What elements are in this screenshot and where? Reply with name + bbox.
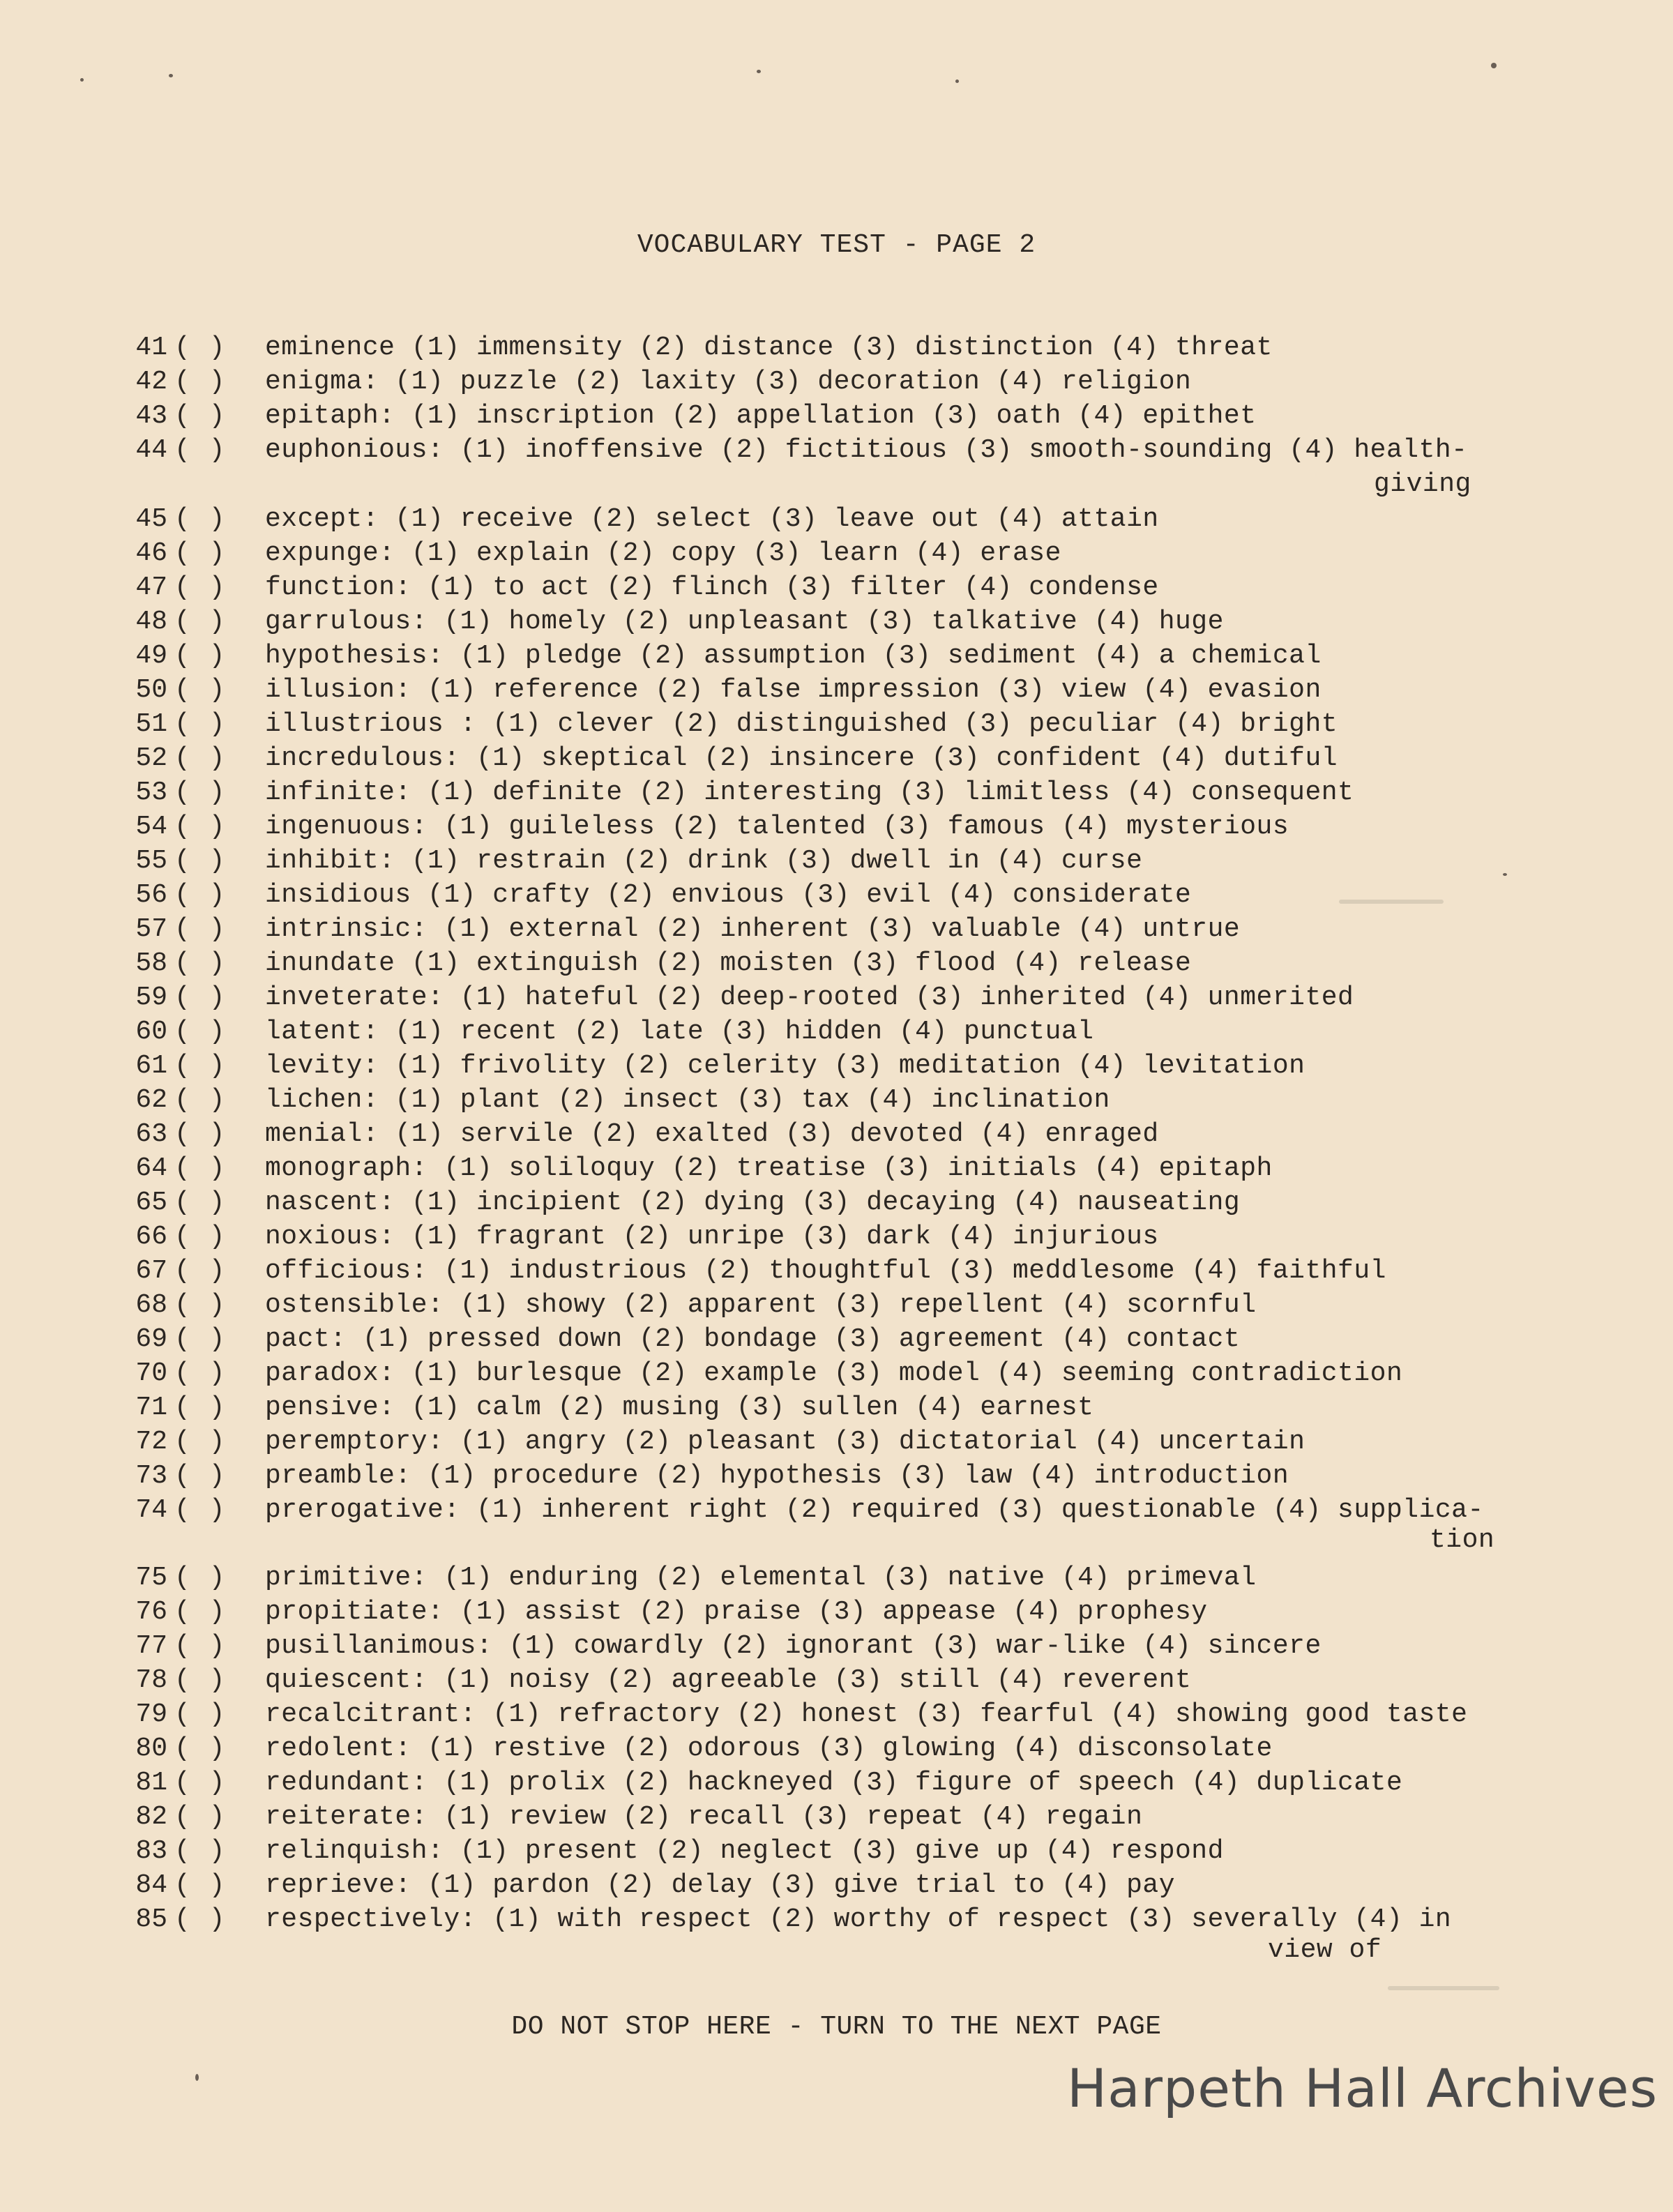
question-number: 67 xyxy=(135,1256,167,1286)
question-85-continuation: view of xyxy=(1268,1935,1382,1965)
paper-speck xyxy=(195,2074,199,2081)
question-text: illustrious : (1) clever (2) distinguished (3) peculiar (4) bright xyxy=(265,709,1338,739)
question-number: 42 xyxy=(135,367,167,397)
question-number: 75 xyxy=(135,1563,167,1593)
question-text: relinquish: (1) present (2) neglect (3) give up (4) respond xyxy=(265,1836,1224,1866)
answer-blank: ( ) xyxy=(174,1290,227,1320)
page-title: VOCABULARY TEST - PAGE 2 xyxy=(637,230,1036,260)
answer-blank: ( ) xyxy=(174,1427,227,1457)
answer-blank: ( ) xyxy=(174,1153,227,1183)
answer-blank: ( ) xyxy=(174,1802,227,1832)
paper-speck xyxy=(169,74,173,77)
paper-smudge xyxy=(1388,1986,1499,1990)
question-text: garrulous: (1) homely (2) unpleasant (3) talkative (4) huge xyxy=(265,607,1224,637)
question-text: inundate (1) extinguish (2) moisten (3) flood (4) release xyxy=(265,948,1192,978)
answer-blank: ( ) xyxy=(174,1324,227,1354)
question-text: propitiate: (1) assist (2) praise (3) appease (4) prophesy xyxy=(265,1597,1208,1627)
question-text: quiescent: (1) noisy (2) agreeable (3) still (4) reverent xyxy=(265,1665,1192,1695)
question-text: paradox: (1) burlesque (2) example (3) model (4) seeming contradiction xyxy=(265,1358,1403,1388)
answer-blank: ( ) xyxy=(174,1734,227,1764)
answer-blank: ( ) xyxy=(174,1017,227,1047)
answer-blank: ( ) xyxy=(174,1904,227,1934)
question-text: ingenuous: (1) guileless (2) talented (3) famous (4) mysterious xyxy=(265,812,1289,842)
answer-blank: ( ) xyxy=(174,1051,227,1081)
answer-blank: ( ) xyxy=(174,1461,227,1491)
answer-blank: ( ) xyxy=(174,641,227,671)
question-text: preamble: (1) procedure (2) hypothesis (3) law (4) introduction xyxy=(265,1461,1289,1491)
question-text: menial: (1) servile (2) exalted (3) devoted (4) enraged xyxy=(265,1119,1159,1149)
question-number: 49 xyxy=(135,641,167,671)
answer-blank: ( ) xyxy=(174,1495,227,1525)
answer-blank: ( ) xyxy=(174,1188,227,1218)
question-text: reprieve: (1) pardon (2) delay (3) give trial to (4) pay xyxy=(265,1870,1176,1900)
question-number: 58 xyxy=(135,948,167,978)
answer-blank: ( ) xyxy=(174,778,227,808)
question-text: pusillanimous: (1) cowardly (2) ignorant (3) war-like (4) sincere xyxy=(265,1631,1322,1661)
answer-blank: ( ) xyxy=(174,367,227,397)
question-number: 76 xyxy=(135,1597,167,1627)
answer-blank: ( ) xyxy=(174,1836,227,1866)
answer-blank: ( ) xyxy=(174,1222,227,1252)
question-text: pensive: (1) calm (2) musing (3) sullen (4) earnest xyxy=(265,1393,1094,1423)
question-44-continuation: giving xyxy=(1374,469,1471,499)
question-number: 81 xyxy=(135,1768,167,1798)
question-number: 50 xyxy=(135,675,167,705)
question-number: 66 xyxy=(135,1222,167,1252)
question-text: eminence (1) immensity (2) distance (3) distinction (4) threat xyxy=(265,333,1273,363)
question-text: peremptory: (1) angry (2) pleasant (3) dictatorial (4) uncertain xyxy=(265,1427,1305,1457)
question-number: 80 xyxy=(135,1734,167,1764)
question-text: recalcitrant: (1) refractory (2) honest (3) fearful (4) showing good taste xyxy=(265,1699,1468,1729)
answer-blank: ( ) xyxy=(174,435,227,465)
question-text: ostensible: (1) showy (2) apparent (3) repellent (4) scornful xyxy=(265,1290,1257,1320)
answer-blank: ( ) xyxy=(174,1563,227,1593)
answer-blank: ( ) xyxy=(174,743,227,773)
answer-blank: ( ) xyxy=(174,1085,227,1115)
question-text: epitaph: (1) inscription (2) appellation (3) oath (4) epithet xyxy=(265,401,1257,431)
answer-blank: ( ) xyxy=(174,1256,227,1286)
question-number: 71 xyxy=(135,1393,167,1423)
question-text: monograph: (1) soliloquy (2) treatise (3) initials (4) epitaph xyxy=(265,1153,1273,1183)
question-number: 84 xyxy=(135,1870,167,1900)
answer-blank: ( ) xyxy=(174,401,227,431)
question-number: 57 xyxy=(135,914,167,944)
question-number: 85 xyxy=(135,1904,167,1934)
answer-blank: ( ) xyxy=(174,573,227,603)
question-number: 78 xyxy=(135,1665,167,1695)
question-text: primitive: (1) enduring (2) elemental (3) native (4) primeval xyxy=(265,1563,1257,1593)
question-text: inhibit: (1) restrain (2) drink (3) dwell in (4) curse xyxy=(265,846,1143,876)
answer-blank: ( ) xyxy=(174,1870,227,1900)
question-number: 68 xyxy=(135,1290,167,1320)
question-number: 45 xyxy=(135,504,167,534)
question-74-continuation: tion xyxy=(1430,1525,1495,1555)
question-number: 60 xyxy=(135,1017,167,1047)
question-text: redolent: (1) restive (2) odorous (3) glowing (4) disconsolate xyxy=(265,1734,1273,1764)
question-number: 74 xyxy=(135,1495,167,1525)
question-number: 47 xyxy=(135,573,167,603)
question-number: 43 xyxy=(135,401,167,431)
question-text: levity: (1) frivolity (2) celerity (3) meditation (4) levitation xyxy=(265,1051,1305,1081)
question-number: 46 xyxy=(135,538,167,568)
answer-blank: ( ) xyxy=(174,1597,227,1627)
answer-blank: ( ) xyxy=(174,1393,227,1423)
question-text: redundant: (1) prolix (2) hackneyed (3) figure of speech (4) duplicate xyxy=(265,1768,1403,1798)
question-number: 56 xyxy=(135,880,167,910)
answer-blank: ( ) xyxy=(174,948,227,978)
answer-blank: ( ) xyxy=(174,1631,227,1661)
archive-watermark: Harpeth Hall Archives xyxy=(1067,2057,1658,2119)
footer-instruction: DO NOT STOP HERE - TURN TO THE NEXT PAGE xyxy=(511,2012,1162,2042)
question-text: incredulous: (1) skeptical (2) insincere (3) confident (4) dutiful xyxy=(265,743,1338,773)
question-text: enigma: (1) puzzle (2) laxity (3) decoration (4) religion xyxy=(265,367,1192,397)
answer-blank: ( ) xyxy=(174,709,227,739)
question-number: 73 xyxy=(135,1461,167,1491)
question-number: 61 xyxy=(135,1051,167,1081)
question-text: intrinsic: (1) external (2) inherent (3) valuable (4) untrue xyxy=(265,914,1241,944)
answer-blank: ( ) xyxy=(174,914,227,944)
question-number: 63 xyxy=(135,1119,167,1149)
question-number: 51 xyxy=(135,709,167,739)
paper-smudge xyxy=(1339,900,1444,904)
answer-blank: ( ) xyxy=(174,1119,227,1149)
question-number: 59 xyxy=(135,983,167,1013)
paper-speck xyxy=(955,79,959,83)
answer-blank: ( ) xyxy=(174,607,227,637)
answer-blank: ( ) xyxy=(174,1699,227,1729)
question-text: reiterate: (1) review (2) recall (3) repeat (4) regain xyxy=(265,1802,1143,1832)
question-number: 83 xyxy=(135,1836,167,1866)
question-number: 48 xyxy=(135,607,167,637)
question-number: 64 xyxy=(135,1153,167,1183)
answer-blank: ( ) xyxy=(174,983,227,1013)
answer-blank: ( ) xyxy=(174,504,227,534)
answer-blank: ( ) xyxy=(174,538,227,568)
question-number: 41 xyxy=(135,333,167,363)
question-number: 77 xyxy=(135,1631,167,1661)
answer-blank: ( ) xyxy=(174,675,227,705)
answer-blank: ( ) xyxy=(174,846,227,876)
question-text: latent: (1) recent (2) late (3) hidden (4) punctual xyxy=(265,1017,1094,1047)
question-text: inveterate: (1) hateful (2) deep-rooted (3) inherited (4) unmerited xyxy=(265,983,1354,1013)
question-text: illusion: (1) reference (2) false impression (3) view (4) evasion xyxy=(265,675,1322,705)
question-number: 44 xyxy=(135,435,167,465)
question-number: 52 xyxy=(135,743,167,773)
question-text: euphonious: (1) inoffensive (2) fictitious (3) smooth-sounding (4) health- xyxy=(265,435,1468,465)
question-number: 55 xyxy=(135,846,167,876)
question-number: 69 xyxy=(135,1324,167,1354)
question-number: 70 xyxy=(135,1358,167,1388)
paper-speck xyxy=(757,70,761,73)
question-text: pact: (1) pressed down (2) bondage (3) agreement (4) contact xyxy=(265,1324,1241,1354)
question-text: lichen: (1) plant (2) insect (3) tax (4) inclination xyxy=(265,1085,1110,1115)
question-text: prerogative: (1) inherent right (2) required (3) questionable (4) supplica- xyxy=(265,1495,1484,1525)
question-text: officious: (1) industrious (2) thoughtful (3) meddlesome (4) faithful xyxy=(265,1256,1386,1286)
question-number: 82 xyxy=(135,1802,167,1832)
question-number: 54 xyxy=(135,812,167,842)
answer-blank: ( ) xyxy=(174,1665,227,1695)
answer-blank: ( ) xyxy=(174,1358,227,1388)
question-text: noxious: (1) fragrant (2) unripe (3) dark (4) injurious xyxy=(265,1222,1159,1252)
paper-speck xyxy=(1491,63,1497,68)
question-text: respectively: (1) with respect (2) worthy of respect (3) severally (4) in xyxy=(265,1904,1452,1934)
question-number: 72 xyxy=(135,1427,167,1457)
paper-speck xyxy=(80,78,84,82)
question-number: 53 xyxy=(135,778,167,808)
question-text: function: (1) to act (2) flinch (3) filter (4) condense xyxy=(265,573,1159,603)
question-number: 62 xyxy=(135,1085,167,1115)
paper-speck xyxy=(1503,873,1507,876)
question-text: nascent: (1) incipient (2) dying (3) decaying (4) nauseating xyxy=(265,1188,1241,1218)
answer-blank: ( ) xyxy=(174,1768,227,1798)
question-number: 65 xyxy=(135,1188,167,1218)
answer-blank: ( ) xyxy=(174,333,227,363)
question-text: insidious (1) crafty (2) envious (3) evil (4) considerate xyxy=(265,880,1192,910)
answer-blank: ( ) xyxy=(174,880,227,910)
question-text: except: (1) receive (2) select (3) leave out (4) attain xyxy=(265,504,1159,534)
question-text: expunge: (1) explain (2) copy (3) learn (4) erase xyxy=(265,538,1061,568)
question-text: infinite: (1) definite (2) interesting (3) limitless (4) consequent xyxy=(265,778,1354,808)
question-number: 79 xyxy=(135,1699,167,1729)
question-text: hypothesis: (1) pledge (2) assumption (3) sediment (4) a chemical xyxy=(265,641,1322,671)
answer-blank: ( ) xyxy=(174,812,227,842)
